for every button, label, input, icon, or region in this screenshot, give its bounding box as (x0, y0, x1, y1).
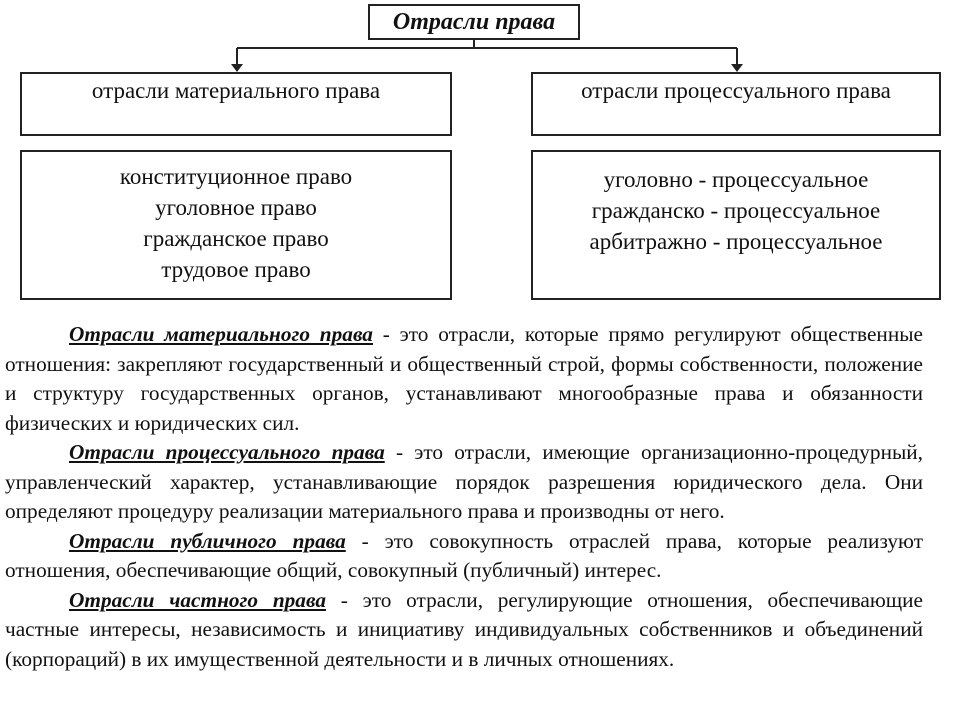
definition-text: - это отрасли, регулирующие отношения, обеспечивающие частные интересы, независимость и инициативу индивидуальных собственников и объединений (корпораций) в их имущественной деятельности и в личных отношениях. (5, 587, 923, 671)
list-item: конституционное право (119, 164, 353, 189)
list-item: трудовое право (161, 257, 311, 282)
procedural-law-header-label: отрасли процессуального права (581, 78, 891, 103)
definition-term: Отрасли частного права (69, 587, 326, 612)
definition-text: - это отрасли, имеющие организационно-процедурный, управленческий характер, устанавливающие порядок разрешения юридического дела. Они определяют процедуру реализации материального права и производны от него. (5, 440, 923, 523)
list-item: арбитражно - процессуальное (589, 229, 883, 254)
procedural-law-list (531, 150, 941, 300)
definition-paragraph (5, 438, 923, 527)
diagram-title: Отрасли права (368, 4, 580, 40)
material-law-list (20, 150, 452, 300)
definition-term: Отрасли материального права (69, 322, 373, 346)
list-item: гражданское право (143, 226, 329, 251)
material-law-header (20, 72, 452, 136)
list-item: уголовно - процессуальное (603, 167, 869, 192)
definition-paragraph (5, 320, 923, 438)
definition-paragraph (5, 586, 923, 675)
definition-term: Отрасли процессуального права (69, 440, 385, 464)
list-item: гражданско - процессуальное (591, 198, 881, 223)
procedural-law-header (531, 72, 941, 136)
definition-term: Отрасли публичного права (69, 528, 346, 553)
list-item: уголовное право (155, 195, 317, 220)
material-law-header-label: отрасли материального права (91, 78, 381, 103)
definition-text: - это отрасли, которые прямо регулируют общественные отношения: закрепляют государственный и общественный строй, формы собственности, положение и структуру государственных органов, устанавливают многообразные права и обязанности физических и юридических сил. (5, 322, 923, 435)
definition-text: - это совокупность отраслей права, которые реализуют отношения, обеспечивающие общий, совокупный (публичный) интерес. (5, 528, 923, 582)
definitions-text (5, 320, 923, 674)
definition-paragraph (5, 527, 923, 586)
